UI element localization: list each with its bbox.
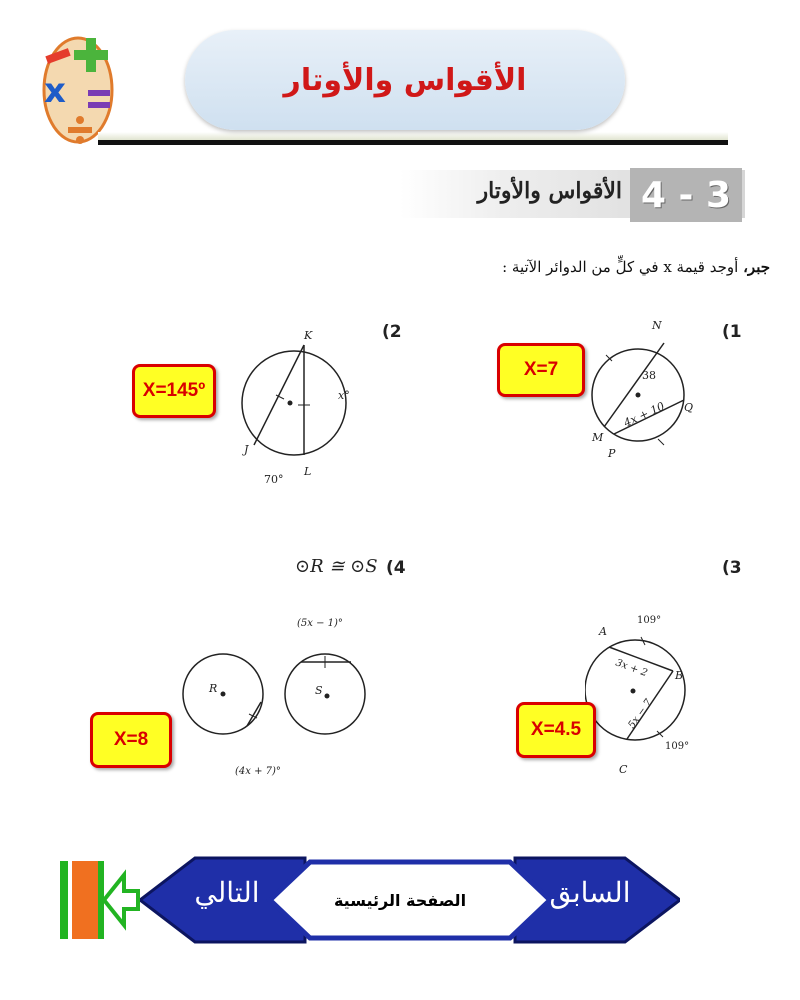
svg-text:x: x	[44, 71, 66, 111]
fig3-label-chord1: 3x + 2	[613, 657, 649, 680]
instruction-label: جبر،	[743, 258, 770, 276]
problem-4-number: (4	[386, 558, 406, 578]
fig4-label-r: R	[209, 682, 218, 695]
section-title: الأقواس والأوتار	[477, 178, 622, 204]
header-divider	[98, 140, 728, 145]
fig1-label-upper: 38	[642, 369, 656, 382]
fig2-label-k: K	[304, 329, 313, 342]
fig2-label-arc: x°	[338, 389, 350, 402]
next-button[interactable]: التالي	[194, 876, 260, 909]
answer-box-1: X=7	[497, 343, 585, 397]
problem-3-number: (3	[722, 558, 742, 578]
answer-box-4: X=8	[90, 712, 172, 768]
exit-arrow-icon[interactable]	[58, 855, 140, 945]
figure-2-circle	[232, 325, 362, 490]
fig2-label-arc-bottom: 70°	[264, 473, 284, 486]
previous-button[interactable]: السابق	[549, 876, 631, 909]
instruction	[300, 258, 770, 276]
problem-1-number: (1	[722, 322, 742, 342]
fig3-label-top-arc: 109°	[637, 615, 662, 626]
answer-box-2: X=145º	[132, 364, 216, 418]
figure-4-circles	[175, 610, 385, 785]
fig1-label-m: M	[592, 431, 604, 444]
fig2-label-l: L	[304, 465, 312, 478]
fig3-label-chord2: 5x − 7	[626, 697, 655, 731]
fig3-label-b: B	[675, 669, 684, 682]
instruction-text: أوجد قيمة x في كلٍّ من الدوائر الآتية :	[502, 258, 739, 276]
home-button[interactable]: الصفحة الرئيسية	[333, 890, 467, 910]
header-shade	[98, 132, 728, 140]
page-title: الأقواس والأوتار	[283, 62, 527, 98]
fig4-label-arc-r: (4x + 7)°	[235, 766, 281, 777]
fig4-label-s: S	[315, 684, 323, 697]
fig1-label-q: Q	[684, 401, 694, 414]
fig2-label-j: J	[244, 443, 249, 456]
fig4-label-arc-s: (5x − 1)°	[297, 618, 343, 629]
fig1-label-n: N	[652, 319, 662, 332]
problem-4-statement: ⊙R ≅ ⊙S	[295, 556, 378, 577]
fig1-label-p: P	[608, 447, 616, 460]
fig3-label-a: A	[599, 625, 607, 638]
problem-2-number: (2	[382, 322, 402, 342]
fig3-label-c: C	[619, 763, 628, 776]
section-number: 4 - 3	[640, 174, 732, 216]
figure-1-circle	[580, 315, 720, 465]
fig3-label-bottom-arc: 109°	[665, 741, 690, 752]
fig1-label-lower: 4x + 10	[621, 399, 667, 430]
answer-box-3: X=4.5	[516, 702, 596, 758]
figure-3-circle	[585, 605, 705, 780]
